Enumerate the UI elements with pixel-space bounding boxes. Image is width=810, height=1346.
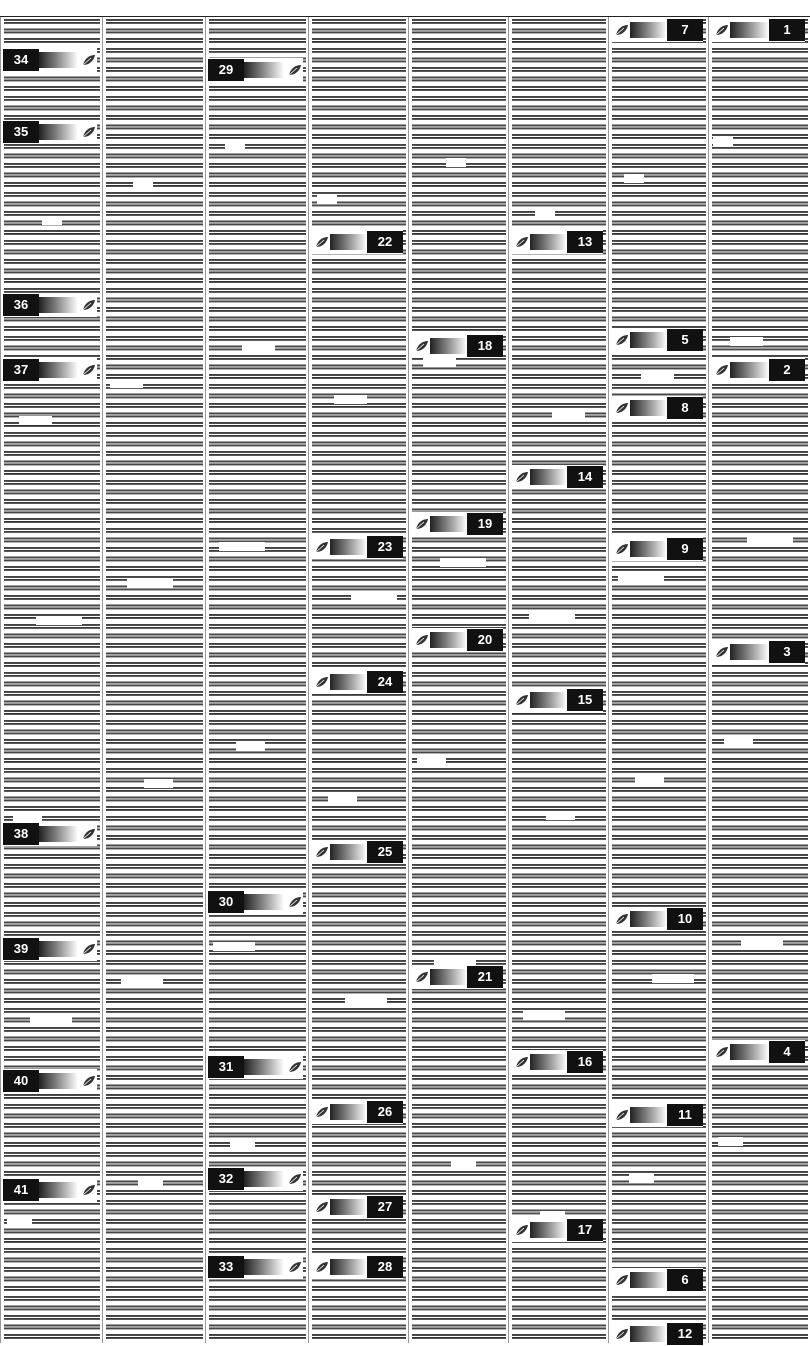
badge-gradient-bar bbox=[244, 894, 284, 910]
paragraph-break bbox=[317, 195, 337, 204]
leaf-ornament-icon bbox=[614, 400, 630, 416]
section-number: 39 bbox=[3, 938, 39, 960]
badge-gradient-bar bbox=[330, 234, 367, 250]
paragraph-break bbox=[446, 158, 466, 167]
section-number: 31 bbox=[208, 1056, 244, 1078]
paragraph-break bbox=[451, 1158, 476, 1167]
section-badge-13 bbox=[511, 230, 603, 254]
section-badge-26 bbox=[311, 1100, 403, 1124]
text-column bbox=[608, 17, 709, 1343]
section-badge-32 bbox=[208, 1167, 303, 1191]
section-number: 24 bbox=[367, 671, 403, 693]
leaf-ornament-icon bbox=[614, 22, 630, 38]
section-number: 20 bbox=[467, 629, 503, 651]
section-number: 28 bbox=[367, 1256, 403, 1278]
leaf-ornament-icon bbox=[514, 1054, 530, 1070]
section-number: 30 bbox=[208, 891, 244, 913]
page-header bbox=[0, 0, 810, 17]
leaf-ornament-icon bbox=[314, 234, 330, 250]
paragraph-break bbox=[546, 811, 575, 820]
leaf-ornament-icon bbox=[287, 1059, 303, 1075]
paragraph-break bbox=[242, 342, 275, 351]
section-badge-40 bbox=[3, 1069, 97, 1093]
badge-gradient-bar bbox=[730, 1044, 769, 1060]
paragraph-break bbox=[730, 337, 763, 346]
badge-gradient-bar bbox=[530, 692, 567, 708]
section-badge-19 bbox=[411, 512, 503, 536]
section-number: 17 bbox=[567, 1219, 603, 1241]
badge-gradient-bar bbox=[39, 826, 78, 842]
section-number: 29 bbox=[208, 59, 244, 81]
badge-gradient-bar bbox=[430, 969, 467, 985]
text-column bbox=[508, 17, 609, 1343]
article-text bbox=[612, 17, 706, 1343]
paragraph-break bbox=[138, 1179, 163, 1188]
section-number: 19 bbox=[467, 513, 503, 535]
badge-gradient-bar bbox=[330, 1199, 367, 1215]
text-column bbox=[708, 17, 810, 1343]
leaf-ornament-icon bbox=[414, 338, 430, 354]
badge-gradient-bar bbox=[39, 297, 78, 313]
paragraph-break bbox=[552, 411, 585, 420]
leaf-ornament-icon bbox=[514, 234, 530, 250]
section-badge-25 bbox=[311, 840, 403, 864]
article-text bbox=[209, 17, 306, 1343]
leaf-ornament-icon bbox=[81, 1182, 97, 1198]
leaf-ornament-icon bbox=[314, 1104, 330, 1120]
badge-gradient-bar bbox=[630, 400, 667, 416]
section-badge-29 bbox=[208, 58, 303, 82]
section-number: 22 bbox=[367, 231, 403, 253]
section-number: 32 bbox=[208, 1168, 244, 1190]
section-badge-14 bbox=[511, 465, 603, 489]
badge-gradient-bar bbox=[430, 338, 467, 354]
section-badge-36 bbox=[3, 293, 97, 317]
badge-gradient-bar bbox=[630, 911, 667, 927]
leaf-ornament-icon bbox=[614, 1107, 630, 1123]
badge-gradient-bar bbox=[530, 234, 567, 250]
text-column bbox=[102, 17, 206, 1343]
leaf-ornament-icon bbox=[614, 332, 630, 348]
section-badge-27 bbox=[311, 1195, 403, 1219]
section-badge-23 bbox=[311, 535, 403, 559]
paragraph-break bbox=[641, 374, 674, 383]
leaf-ornament-icon bbox=[714, 1044, 730, 1060]
section-badge-30 bbox=[208, 890, 303, 914]
leaf-ornament-icon bbox=[287, 1171, 303, 1187]
paragraph-break bbox=[345, 995, 387, 1004]
section-number: 13 bbox=[567, 231, 603, 253]
badge-gradient-bar bbox=[630, 1326, 667, 1342]
section-badge-10 bbox=[611, 907, 703, 931]
leaf-ornament-icon bbox=[514, 1222, 530, 1238]
section-badge-15 bbox=[511, 688, 603, 712]
section-number: 12 bbox=[667, 1323, 703, 1345]
paragraph-break bbox=[440, 558, 486, 567]
section-badge-11 bbox=[611, 1103, 703, 1127]
section-number: 36 bbox=[3, 294, 39, 316]
badge-gradient-bar bbox=[630, 1272, 667, 1288]
section-number: 4 bbox=[769, 1041, 805, 1063]
leaf-ornament-icon bbox=[81, 362, 97, 378]
badge-gradient-bar bbox=[430, 516, 467, 532]
leaf-ornament-icon bbox=[314, 539, 330, 555]
section-number: 1 bbox=[769, 19, 805, 41]
section-badge-24 bbox=[311, 670, 403, 694]
section-number: 34 bbox=[3, 49, 39, 71]
badge-gradient-bar bbox=[244, 1259, 284, 1275]
leaf-ornament-icon bbox=[614, 1326, 630, 1342]
section-number: 9 bbox=[667, 538, 703, 560]
badge-gradient-bar bbox=[39, 52, 78, 68]
section-badge-4 bbox=[711, 1040, 805, 1064]
paragraph-break bbox=[417, 758, 446, 767]
section-number: 11 bbox=[667, 1104, 703, 1126]
paragraph-break bbox=[629, 1174, 654, 1183]
leaf-ornament-icon bbox=[314, 1259, 330, 1275]
badge-gradient-bar bbox=[630, 541, 667, 557]
leaf-ornament-icon bbox=[714, 644, 730, 660]
paragraph-break bbox=[7, 1216, 32, 1225]
section-number: 40 bbox=[3, 1070, 39, 1092]
section-badge-22 bbox=[311, 230, 403, 254]
paragraph-break bbox=[110, 379, 143, 388]
paragraph-break bbox=[213, 942, 255, 951]
section-number: 16 bbox=[567, 1051, 603, 1073]
section-number: 10 bbox=[667, 908, 703, 930]
badge-gradient-bar bbox=[330, 674, 367, 690]
section-badge-41 bbox=[3, 1178, 97, 1202]
leaf-ornament-icon bbox=[714, 362, 730, 378]
section-number: 8 bbox=[667, 397, 703, 419]
section-number: 21 bbox=[467, 966, 503, 988]
leaf-ornament-icon bbox=[81, 124, 97, 140]
section-number: 26 bbox=[367, 1101, 403, 1123]
leaf-ornament-icon bbox=[287, 894, 303, 910]
paragraph-break bbox=[328, 795, 357, 804]
section-badge-1 bbox=[711, 18, 805, 42]
paragraph-break bbox=[42, 216, 62, 225]
leaf-ornament-icon bbox=[81, 941, 97, 957]
leaf-ornament-icon bbox=[714, 22, 730, 38]
leaf-ornament-icon bbox=[414, 516, 430, 532]
paragraph-break bbox=[121, 979, 163, 988]
section-number: 25 bbox=[367, 841, 403, 863]
section-number: 15 bbox=[567, 689, 603, 711]
section-number: 7 bbox=[667, 19, 703, 41]
text-column bbox=[408, 17, 509, 1343]
paragraph-break bbox=[535, 211, 555, 220]
section-badge-9 bbox=[611, 537, 703, 561]
section-badge-18 bbox=[411, 334, 503, 358]
badge-gradient-bar bbox=[330, 539, 367, 555]
paragraph-break bbox=[713, 137, 733, 146]
section-badge-6 bbox=[611, 1268, 703, 1292]
badge-gradient-bar bbox=[39, 941, 78, 957]
paragraph-break bbox=[144, 779, 173, 788]
paragraph-break bbox=[635, 774, 664, 783]
section-badge-20 bbox=[411, 628, 503, 652]
leaf-ornament-icon bbox=[514, 469, 530, 485]
section-number: 3 bbox=[769, 641, 805, 663]
badge-gradient-bar bbox=[430, 632, 467, 648]
section-badge-16 bbox=[511, 1050, 603, 1074]
badge-gradient-bar bbox=[730, 22, 769, 38]
badge-gradient-bar bbox=[330, 1259, 367, 1275]
section-badge-7 bbox=[611, 18, 703, 42]
paragraph-break bbox=[230, 1142, 255, 1151]
section-badge-2 bbox=[711, 358, 805, 382]
badge-gradient-bar bbox=[330, 1104, 367, 1120]
paragraph-break bbox=[351, 595, 397, 604]
section-badge-35 bbox=[3, 120, 97, 144]
section-badge-33 bbox=[208, 1255, 303, 1279]
badge-gradient-bar bbox=[39, 1073, 78, 1089]
paragraph-break bbox=[133, 179, 153, 188]
leaf-ornament-icon bbox=[414, 969, 430, 985]
badge-gradient-bar bbox=[630, 1107, 667, 1123]
section-badge-3 bbox=[711, 640, 805, 664]
badge-gradient-bar bbox=[330, 844, 367, 860]
section-badge-28 bbox=[311, 1255, 403, 1279]
paragraph-break bbox=[718, 1137, 743, 1146]
section-number: 6 bbox=[667, 1269, 703, 1291]
paragraph-break bbox=[236, 742, 265, 751]
leaf-ornament-icon bbox=[314, 1199, 330, 1215]
badge-gradient-bar bbox=[244, 62, 284, 78]
section-badge-34 bbox=[3, 48, 97, 72]
section-number: 37 bbox=[3, 359, 39, 381]
article-text bbox=[412, 17, 506, 1343]
badge-gradient-bar bbox=[39, 362, 78, 378]
section-badge-39 bbox=[3, 937, 97, 961]
leaf-ornament-icon bbox=[614, 1272, 630, 1288]
section-number: 5 bbox=[667, 329, 703, 351]
section-badge-38 bbox=[3, 822, 97, 846]
paragraph-break bbox=[624, 174, 644, 183]
badge-gradient-bar bbox=[530, 469, 567, 485]
section-badge-21 bbox=[411, 965, 503, 989]
section-badge-31 bbox=[208, 1055, 303, 1079]
paragraph-break bbox=[529, 611, 575, 620]
section-badge-12 bbox=[611, 1322, 703, 1346]
paragraph-break bbox=[219, 542, 265, 551]
leaf-ornament-icon bbox=[314, 844, 330, 860]
leaf-ornament-icon bbox=[287, 1259, 303, 1275]
badge-gradient-bar bbox=[730, 644, 769, 660]
leaf-ornament-icon bbox=[81, 1073, 97, 1089]
paragraph-break bbox=[523, 1011, 565, 1020]
paragraph-break bbox=[127, 579, 173, 588]
leaf-ornament-icon bbox=[314, 674, 330, 690]
badge-gradient-bar bbox=[39, 1182, 78, 1198]
paragraph-break bbox=[225, 142, 245, 151]
leaf-ornament-icon bbox=[81, 826, 97, 842]
badge-gradient-bar bbox=[630, 332, 667, 348]
paragraph-break bbox=[747, 537, 793, 546]
section-number: 35 bbox=[3, 121, 39, 143]
badge-gradient-bar bbox=[244, 1171, 284, 1187]
section-badge-5 bbox=[611, 328, 703, 352]
paragraph-break bbox=[36, 616, 82, 625]
text-column bbox=[205, 17, 309, 1343]
section-number: 23 bbox=[367, 536, 403, 558]
section-number: 33 bbox=[208, 1256, 244, 1278]
leaf-ornament-icon bbox=[287, 62, 303, 78]
section-number: 27 bbox=[367, 1196, 403, 1218]
paragraph-break bbox=[423, 358, 456, 367]
paragraph-break bbox=[724, 737, 753, 746]
article-text bbox=[512, 17, 606, 1343]
paragraph-break bbox=[19, 416, 52, 425]
leaf-ornament-icon bbox=[614, 541, 630, 557]
section-number: 38 bbox=[3, 823, 39, 845]
paragraph-break bbox=[741, 937, 783, 946]
article-text bbox=[106, 17, 203, 1343]
badge-gradient-bar bbox=[244, 1059, 284, 1075]
section-badge-37 bbox=[3, 358, 97, 382]
paragraph-break bbox=[334, 395, 367, 404]
section-badge-8 bbox=[611, 396, 703, 420]
leaf-ornament-icon bbox=[81, 52, 97, 68]
leaf-ornament-icon bbox=[614, 911, 630, 927]
leaf-ornament-icon bbox=[81, 297, 97, 313]
badge-gradient-bar bbox=[530, 1222, 567, 1238]
section-badge-17 bbox=[511, 1218, 603, 1242]
paragraph-break bbox=[618, 574, 664, 583]
badge-gradient-bar bbox=[630, 22, 667, 38]
paragraph-break bbox=[652, 974, 694, 983]
text-column bbox=[0, 17, 103, 1343]
section-number: 14 bbox=[567, 466, 603, 488]
leaf-ornament-icon bbox=[414, 632, 430, 648]
badge-gradient-bar bbox=[730, 362, 769, 378]
badge-gradient-bar bbox=[530, 1054, 567, 1070]
paragraph-break bbox=[30, 1016, 72, 1025]
section-number: 41 bbox=[3, 1179, 39, 1201]
badge-gradient-bar bbox=[39, 124, 78, 140]
section-number: 2 bbox=[769, 359, 805, 381]
leaf-ornament-icon bbox=[514, 692, 530, 708]
section-number: 18 bbox=[467, 335, 503, 357]
